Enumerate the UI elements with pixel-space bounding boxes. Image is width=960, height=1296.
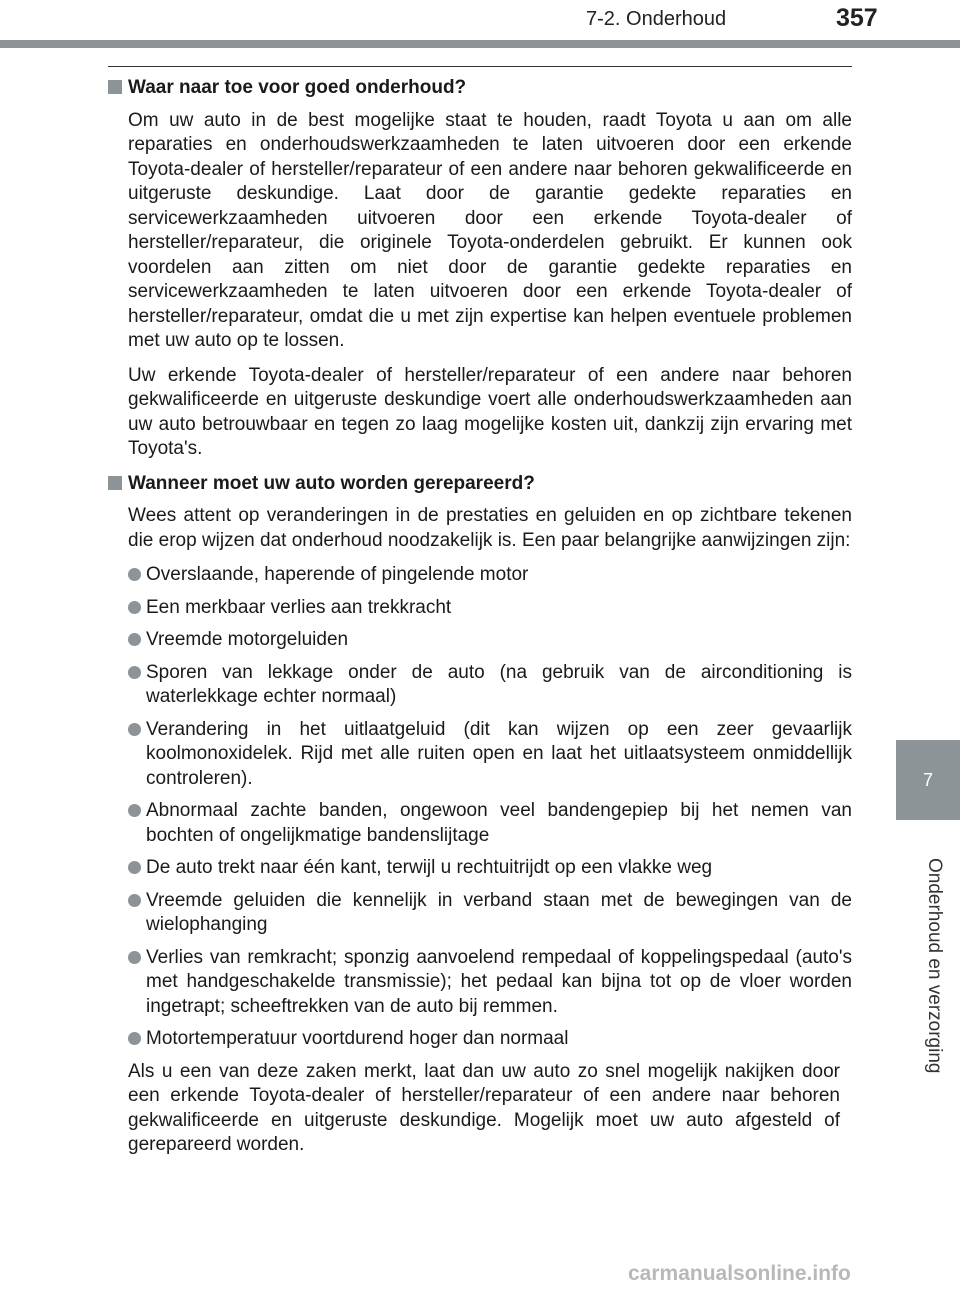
- list-item-text: Motortemperatuur voortdurend hoger dan normaal: [146, 1028, 569, 1049]
- list-item-text: Sporen van lekkage onder de auto (na gebruik van de airconditioning is waterlekkage echter normaal): [146, 661, 852, 707]
- paragraph: Om uw auto in de best mogelijke staat te houden, raadt Toyota u aan om alle reparaties en onderhoudswerkzaamheden te laten uitvoeren door een erkende Toyota-dealer of hersteller/reparateur of een andere naar behoren gekwalificeerde en uitgeruste deskundige. Laat door de garantie gedekte reparaties en servicewerkzaamheden uitvoeren door een erkende Toyota-dealer of hersteller/reparateur, die originele Toyota-onderdelen gebruikt. Er kunnen ook voordelen aan zitten om niet door de garantie gedekte reparaties en servicewerkzaamheden te laten uitvoeren door een erkende Toyota-dealer of hersteller/reparateur, omdat die u met zijn expertise kan helpen eventuele problemen met uw auto op te lossen.: [128, 109, 852, 351]
- list-item-text: Vreemde geluiden die kennelijk in verband staan met de bewegingen van de wielophanging: [146, 889, 852, 935]
- round-bullet-icon: [128, 568, 141, 581]
- list-item-text: Een merkbaar verlies aan trekkracht: [146, 596, 452, 618]
- chapter-side-label: Onderhoud en verzorging: [924, 858, 945, 1074]
- list-item: [108, 799, 852, 848]
- chapter-number: 7: [922, 769, 933, 790]
- round-bullet-icon: [128, 601, 141, 614]
- list-item-text: Abnormaal zachte banden, ongewoon veel bandengepiep bij het nemen van bochten of ongelijkmatige bandenslijtage: [146, 800, 852, 846]
- list-item: [108, 661, 852, 710]
- section-heading: [108, 472, 852, 497]
- symptom-list: [108, 563, 852, 1052]
- square-bullet-icon: [108, 80, 122, 94]
- paragraph: Wees attent op veranderingen in de prestaties en geluiden en op zichtbare tekenen die erop wijzen dat onderhoud noodzakelijk is. Een paar belangrijke aanwijzingen zijn:: [128, 505, 852, 551]
- list-item: [108, 596, 852, 621]
- list-item-text: Verandering in het uitlaatgeluid (dit kan wijzen op een zeer gevaarlijk koolmonoxidelek. Rijd met alle ruiten open en laat het uitlaatsysteem onmiddellijk controleren).: [146, 718, 852, 789]
- round-bullet-icon: [128, 894, 141, 907]
- section-heading: [108, 76, 852, 101]
- round-bullet-icon: [128, 633, 141, 646]
- round-bullet-icon: [128, 1032, 141, 1045]
- round-bullet-icon: [128, 951, 141, 964]
- list-item: [108, 628, 852, 653]
- paragraph: Uw erkende Toyota-dealer of hersteller/reparateur of een andere naar behoren gekwalificeerde en uitgeruste deskundige voert alle onderhoudswerkzaamheden aan uw auto betrouwbaar en tegen zo laag mogelijke kosten uit, dankzij zijn ervaring met Toyota's.: [128, 364, 852, 459]
- list-item-text: Vreemde motorgeluiden: [146, 629, 349, 650]
- square-bullet-icon: [108, 476, 122, 490]
- page-number: 357: [836, 4, 878, 32]
- list-item-text: Verlies van remkracht; sponzig aanvoelend rempedaal of koppelingspedaal (auto's met handgeschakelde transmissie); het pedaal kan bijna tot op de vloer worden ingetrapt; scheeftrekken van de auto bij remmen.: [146, 946, 852, 1017]
- header-bar: [0, 40, 960, 48]
- list-item: [108, 1027, 852, 1052]
- round-bullet-icon: [128, 804, 141, 817]
- list-item-text: De auto trekt naar één kant, terwijl u rechtuitrijdt op een vlakke weg: [146, 857, 713, 878]
- round-bullet-icon: [128, 666, 141, 679]
- list-item: [108, 718, 852, 792]
- header-section-title: 7-2. Onderhoud: [586, 8, 727, 30]
- content-top-rule: [108, 66, 852, 67]
- round-bullet-icon: [128, 861, 141, 874]
- list-item: [108, 889, 852, 938]
- section-heading-text: Waar naar toe voor goed onderhoud?: [128, 77, 467, 98]
- closing-paragraph: Als u een van deze zaken merkt, laat dan uw auto zo snel mogelijk nakijken door een erkende Toyota-dealer of hersteller/reparateur of een andere naar behoren gekwalificeerde en uitgeruste deskundige. Mogelijk moet uw auto afgesteld of gerepareerd worden.: [128, 1060, 840, 1155]
- chapter-tab: [896, 740, 960, 820]
- round-bullet-icon: [128, 723, 141, 736]
- page-content: [108, 76, 852, 1168]
- watermark-text: carmanualsonline.info: [628, 1262, 851, 1285]
- list-item: [108, 563, 852, 588]
- list-item: [108, 856, 852, 881]
- section-heading-text: Wanneer moet uw auto worden gerepareerd?: [128, 472, 535, 494]
- list-item: [108, 946, 852, 1020]
- list-item-text: Overslaande, haperende of pingelende motor: [146, 564, 529, 585]
